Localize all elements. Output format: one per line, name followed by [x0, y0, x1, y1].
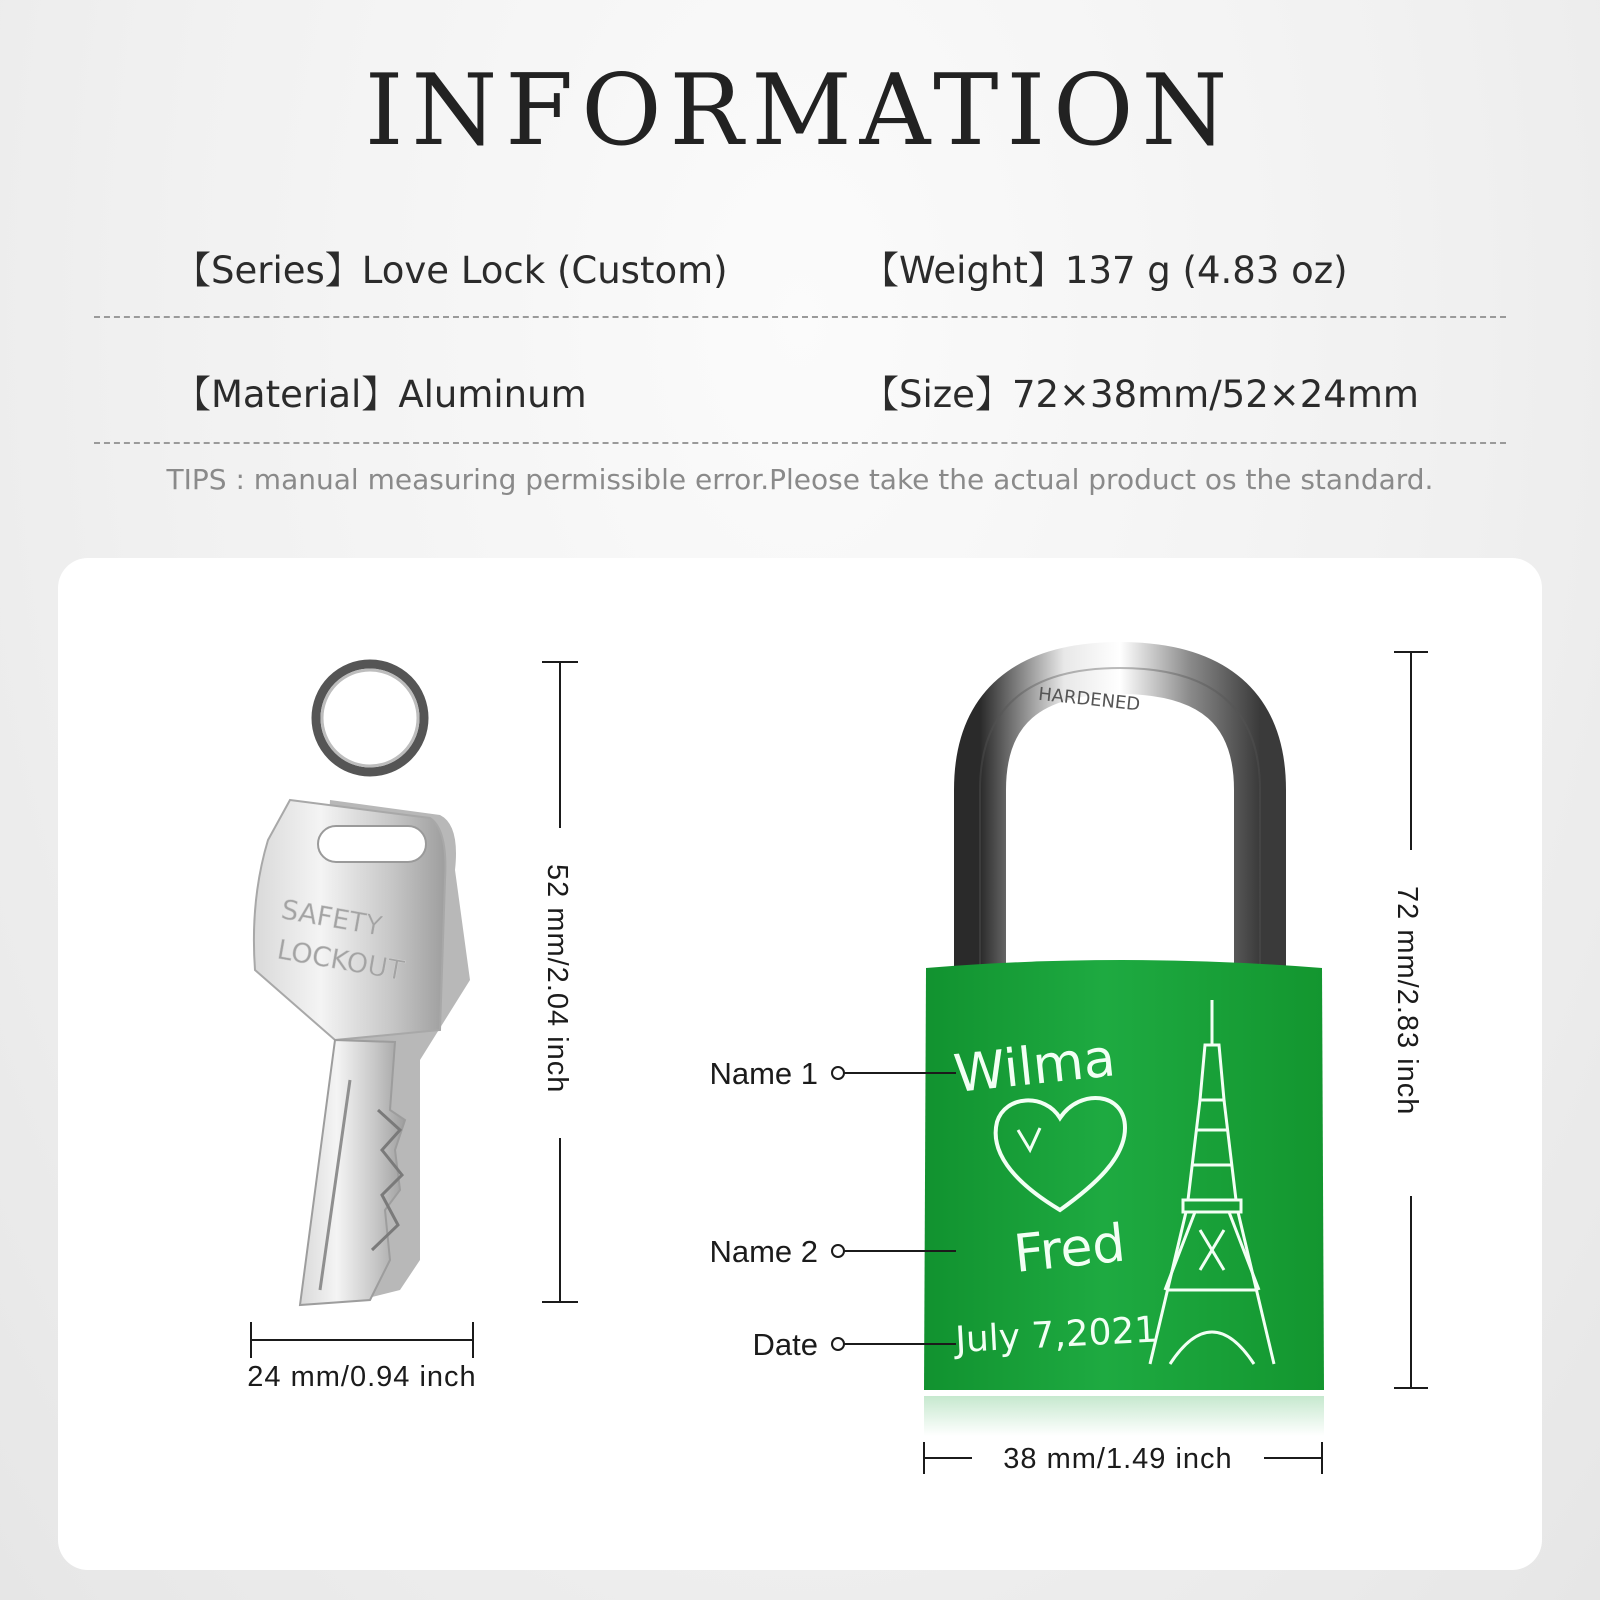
spec-size-key: 【Size】	[862, 373, 1012, 416]
key-width-dimension	[247, 1322, 476, 1393]
callout-name1	[709, 1056, 956, 1091]
tips-text: TIPS : manual measuring permissible error.Pleose take the actual product os the standard.	[166, 463, 1434, 496]
lock-width-label: 38 mm/1.49 inch	[1003, 1443, 1233, 1475]
callout-name1-label: Name 1	[709, 1056, 818, 1091]
key-engraving: LOCKOUT	[274, 934, 407, 988]
key-ring-icon	[316, 664, 424, 772]
key-height-label: 52 mm/2.04 inch	[541, 864, 573, 1094]
spec-size-value: 72×38mm/52×24mm	[1011, 373, 1419, 416]
keys-illustration	[254, 664, 470, 1305]
key-engraving: SAFETY	[278, 894, 385, 943]
engraved-name1: Wilma	[951, 1028, 1119, 1105]
key-height-dimension	[541, 662, 578, 1302]
key-width-label: 24 mm/0.94 inch	[247, 1361, 477, 1393]
spec-weight-value: 137 g (4.83 oz)	[1064, 249, 1348, 292]
engraved-name2: Fred	[1011, 1213, 1129, 1285]
engraved-date: July 7,2021	[954, 1309, 1159, 1361]
lock-height-label: 72 mm/2.83 inch	[1391, 886, 1423, 1116]
spec-material-key: 【Material】	[174, 373, 399, 416]
shackle-stamp: HARDENED	[1037, 683, 1142, 716]
callout-name2	[709, 1234, 956, 1269]
page-title: INFORMATION	[364, 54, 1236, 168]
lock-width-dimension	[924, 1442, 1322, 1475]
lock-height-dimension	[1391, 652, 1428, 1388]
padlock-illustration	[924, 668, 1324, 1436]
spec-weight-key: 【Weight】	[862, 249, 1065, 292]
callout-date-label: Date	[752, 1327, 818, 1362]
spec-series-key: 【Series】	[174, 249, 362, 292]
callout-name2-label: Name 2	[709, 1234, 818, 1269]
spec-series-value: Love Lock (Custom)	[361, 249, 728, 292]
spec-material-value: Aluminum	[398, 373, 587, 416]
